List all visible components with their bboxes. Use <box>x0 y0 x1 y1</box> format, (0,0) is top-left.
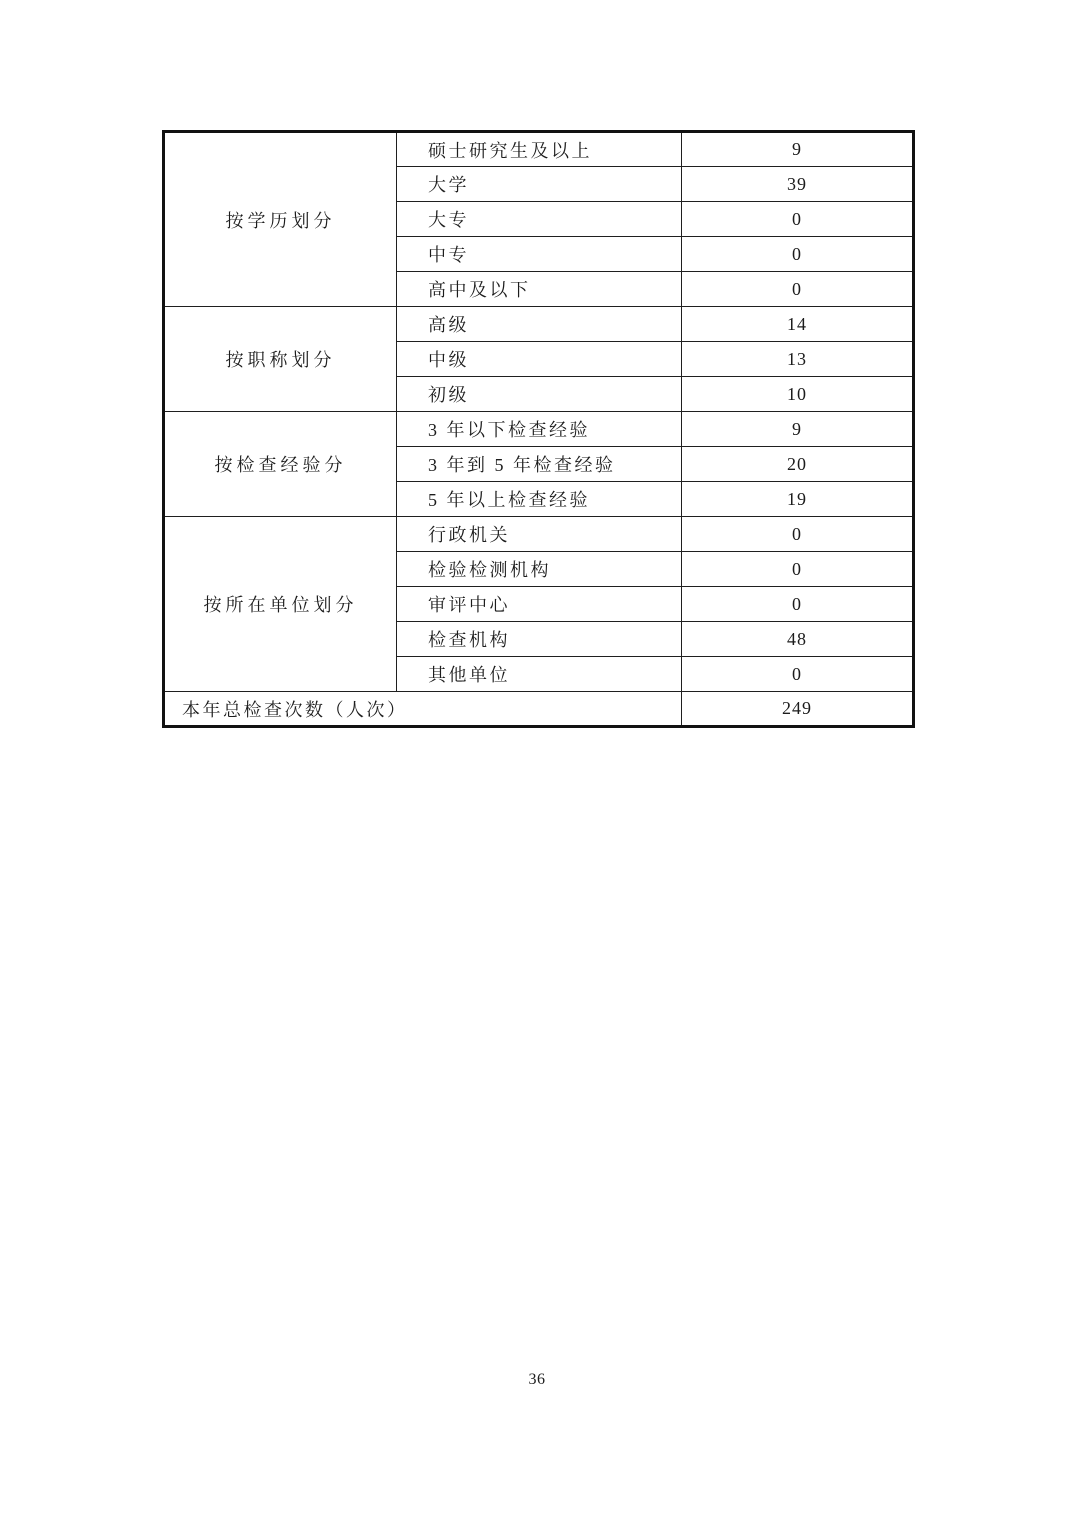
table-body <box>164 132 914 727</box>
count-cell: 48 <box>682 622 914 657</box>
page-number: 36 <box>528 1371 546 1388</box>
count-cell: 39 <box>682 167 914 202</box>
count-cell: 0 <box>682 517 914 552</box>
table-row <box>164 307 914 342</box>
table-row <box>164 132 914 167</box>
count-cell: 0 <box>682 272 914 307</box>
subcategory-cell: 检查机构 <box>397 622 682 657</box>
subcategory-cell: 3 年以下检查经验 <box>397 412 682 447</box>
count-cell: 0 <box>682 587 914 622</box>
subcategory-cell: 大专 <box>397 202 682 237</box>
count-cell: 14 <box>682 307 914 342</box>
table-row <box>164 412 914 447</box>
subcategory-cell: 初级 <box>397 377 682 412</box>
count-cell: 0 <box>682 657 914 692</box>
count-cell: 13 <box>682 342 914 377</box>
subcategory-cell: 其他单位 <box>397 657 682 692</box>
count-cell: 9 <box>682 132 914 167</box>
total-label-cell: 本年总检查次数（人次） <box>164 692 682 727</box>
count-cell: 10 <box>682 377 914 412</box>
subcategory-cell: 行政机关 <box>397 517 682 552</box>
count-cell: 0 <box>682 202 914 237</box>
count-cell: 9 <box>682 412 914 447</box>
subcategory-cell: 5 年以上检查经验 <box>397 482 682 517</box>
inspector-statistics-table <box>162 130 915 728</box>
subcategory-cell: 3 年到 5 年检查经验 <box>397 447 682 482</box>
count-cell: 0 <box>682 552 914 587</box>
category-cell: 按学历划分 <box>164 132 397 307</box>
subcategory-cell: 审评中心 <box>397 587 682 622</box>
subcategory-cell: 检验检测机构 <box>397 552 682 587</box>
subcategory-cell: 大学 <box>397 167 682 202</box>
subcategory-cell: 硕士研究生及以上 <box>397 132 682 167</box>
table-total-row <box>164 692 914 727</box>
count-cell: 19 <box>682 482 914 517</box>
category-cell: 按检查经验分 <box>164 412 397 517</box>
table-row <box>164 517 914 552</box>
count-cell: 0 <box>682 237 914 272</box>
subcategory-cell: 中级 <box>397 342 682 377</box>
category-cell: 按所在单位划分 <box>164 517 397 692</box>
subcategory-cell: 高中及以下 <box>397 272 682 307</box>
count-cell: 20 <box>682 447 914 482</box>
category-cell: 按职称划分 <box>164 307 397 412</box>
subcategory-cell: 高级 <box>397 307 682 342</box>
subcategory-cell: 中专 <box>397 237 682 272</box>
total-count-cell: 249 <box>682 692 914 727</box>
